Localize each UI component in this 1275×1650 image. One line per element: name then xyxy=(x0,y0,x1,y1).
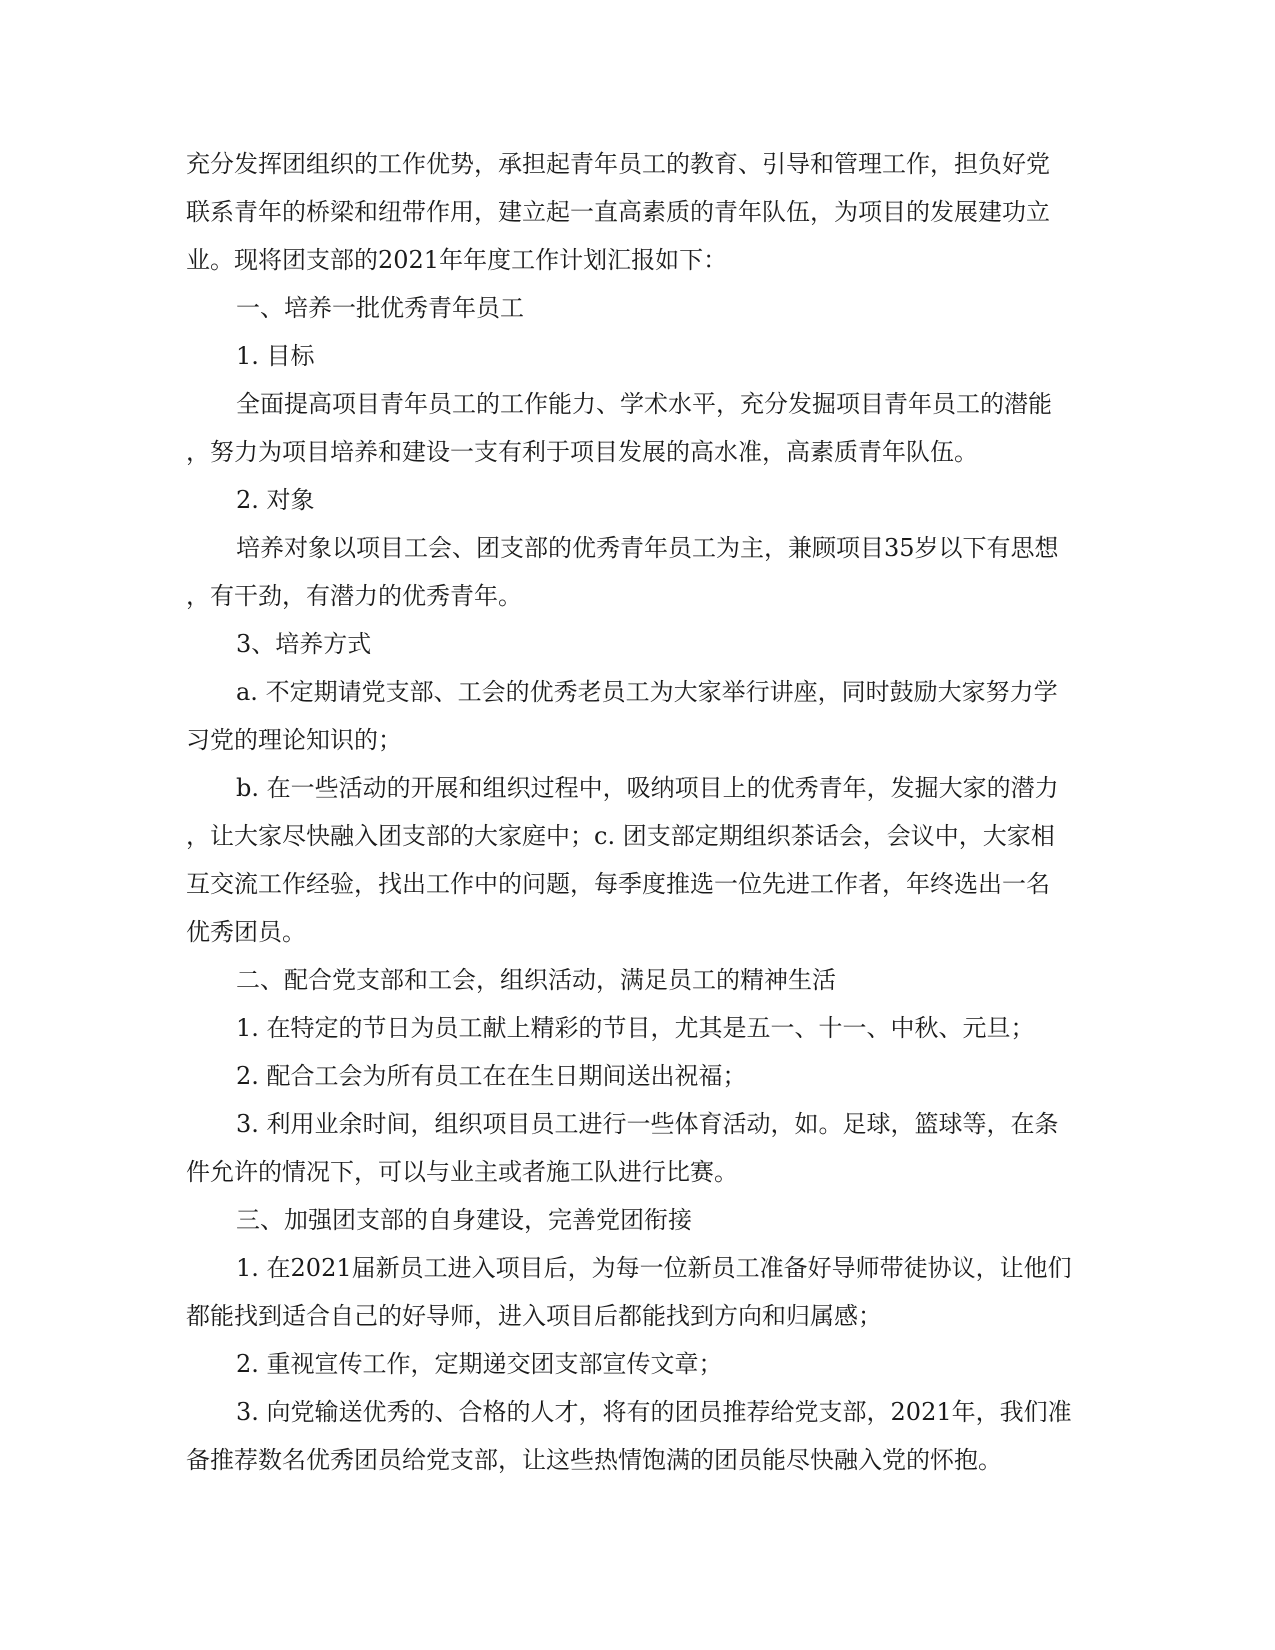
text-line: 都能找到适合自己的好导师，进入项目后都能找到方向和归属感； xyxy=(186,1302,882,1330)
text-line: 备推荐数名优秀团员给党支部，让这些热情饱满的团员能尽快融入党的怀抱。 xyxy=(186,1446,1002,1474)
text-line: a. 不定期请党支部、工会的优秀老员工为大家举行讲座，同时鼓励大家努力学 xyxy=(236,678,1058,706)
text-line: 二、配合党支部和工会，组织活动，满足员工的精神生活 xyxy=(236,966,836,994)
text-line: 联系青年的桥梁和纽带作用，建立起一直高素质的青年队伍，为项目的发展建功立 xyxy=(186,198,1050,226)
text-line: 3、培养方式 xyxy=(236,630,372,658)
text-line: 互交流工作经验，找出工作中的问题，每季度推选一位先进工作者，年终选出一名 xyxy=(186,870,1050,898)
text-line: 件允许的情况下，可以与业主或者施工队进行比赛。 xyxy=(186,1158,738,1186)
text-line: 全面提高项目青年员工的工作能力、学术水平，充分发掘项目青年员工的潜能 xyxy=(236,390,1052,418)
text-line: b. 在一些活动的开展和组织过程中，吸纳项目上的优秀青年，发掘大家的潜力 xyxy=(236,774,1059,802)
text-line: 3. 利用业余时间，组织项目员工进行一些体育活动，如。足球，篮球等，在条 xyxy=(236,1110,1059,1138)
text-line: 三、加强团支部的自身建设，完善党团衔接 xyxy=(236,1206,692,1234)
text-line: 业。现将团支部的2021年年度工作计划汇报如下： xyxy=(186,246,728,274)
text-line: 2. 配合工会为所有员工在在生日期间送出祝福； xyxy=(236,1062,747,1090)
text-line: 3. 向党输送优秀的、合格的人才，将有的团员推荐给党支部，2021年，我们准 xyxy=(236,1398,1072,1426)
text-line: 习党的理论知识的； xyxy=(186,726,402,754)
text-line: 一、培养一批优秀青年员工 xyxy=(236,294,524,322)
text-line: 1. 在特定的节日为员工献上精彩的节目，尤其是五一、十一、中秋、元旦； xyxy=(236,1014,1035,1042)
text-line: 2. 重视宣传工作，定期递交团支部宣传文章； xyxy=(236,1350,723,1378)
text-line: ，让大家尽快融入团支部的大家庭中；c. 团支部定期组织茶话会，会议中，大家相 xyxy=(186,822,1055,850)
text-line: 充分发挥团组织的工作优势，承担起青年员工的教育、引导和管理工作，担负好党 xyxy=(186,150,1050,178)
text-line: ，努力为项目培养和建设一支有利于项目发展的高水准，高素质青年队伍。 xyxy=(186,438,978,466)
text-line: 优秀团员。 xyxy=(186,918,306,946)
text-line: 培养对象以项目工会、团支部的优秀青年员工为主，兼顾项目35岁以下有思想 xyxy=(236,534,1059,562)
text-line: 1. 目标 xyxy=(236,342,315,370)
text-line: ，有干劲，有潜力的优秀青年。 xyxy=(186,582,522,610)
text-line: 1. 在2021届新员工进入项目后，为每一位新员工准备好导师带徒协议，让他们 xyxy=(236,1254,1072,1282)
document-body xyxy=(186,140,1092,1484)
text-line: 2. 对象 xyxy=(236,486,315,514)
